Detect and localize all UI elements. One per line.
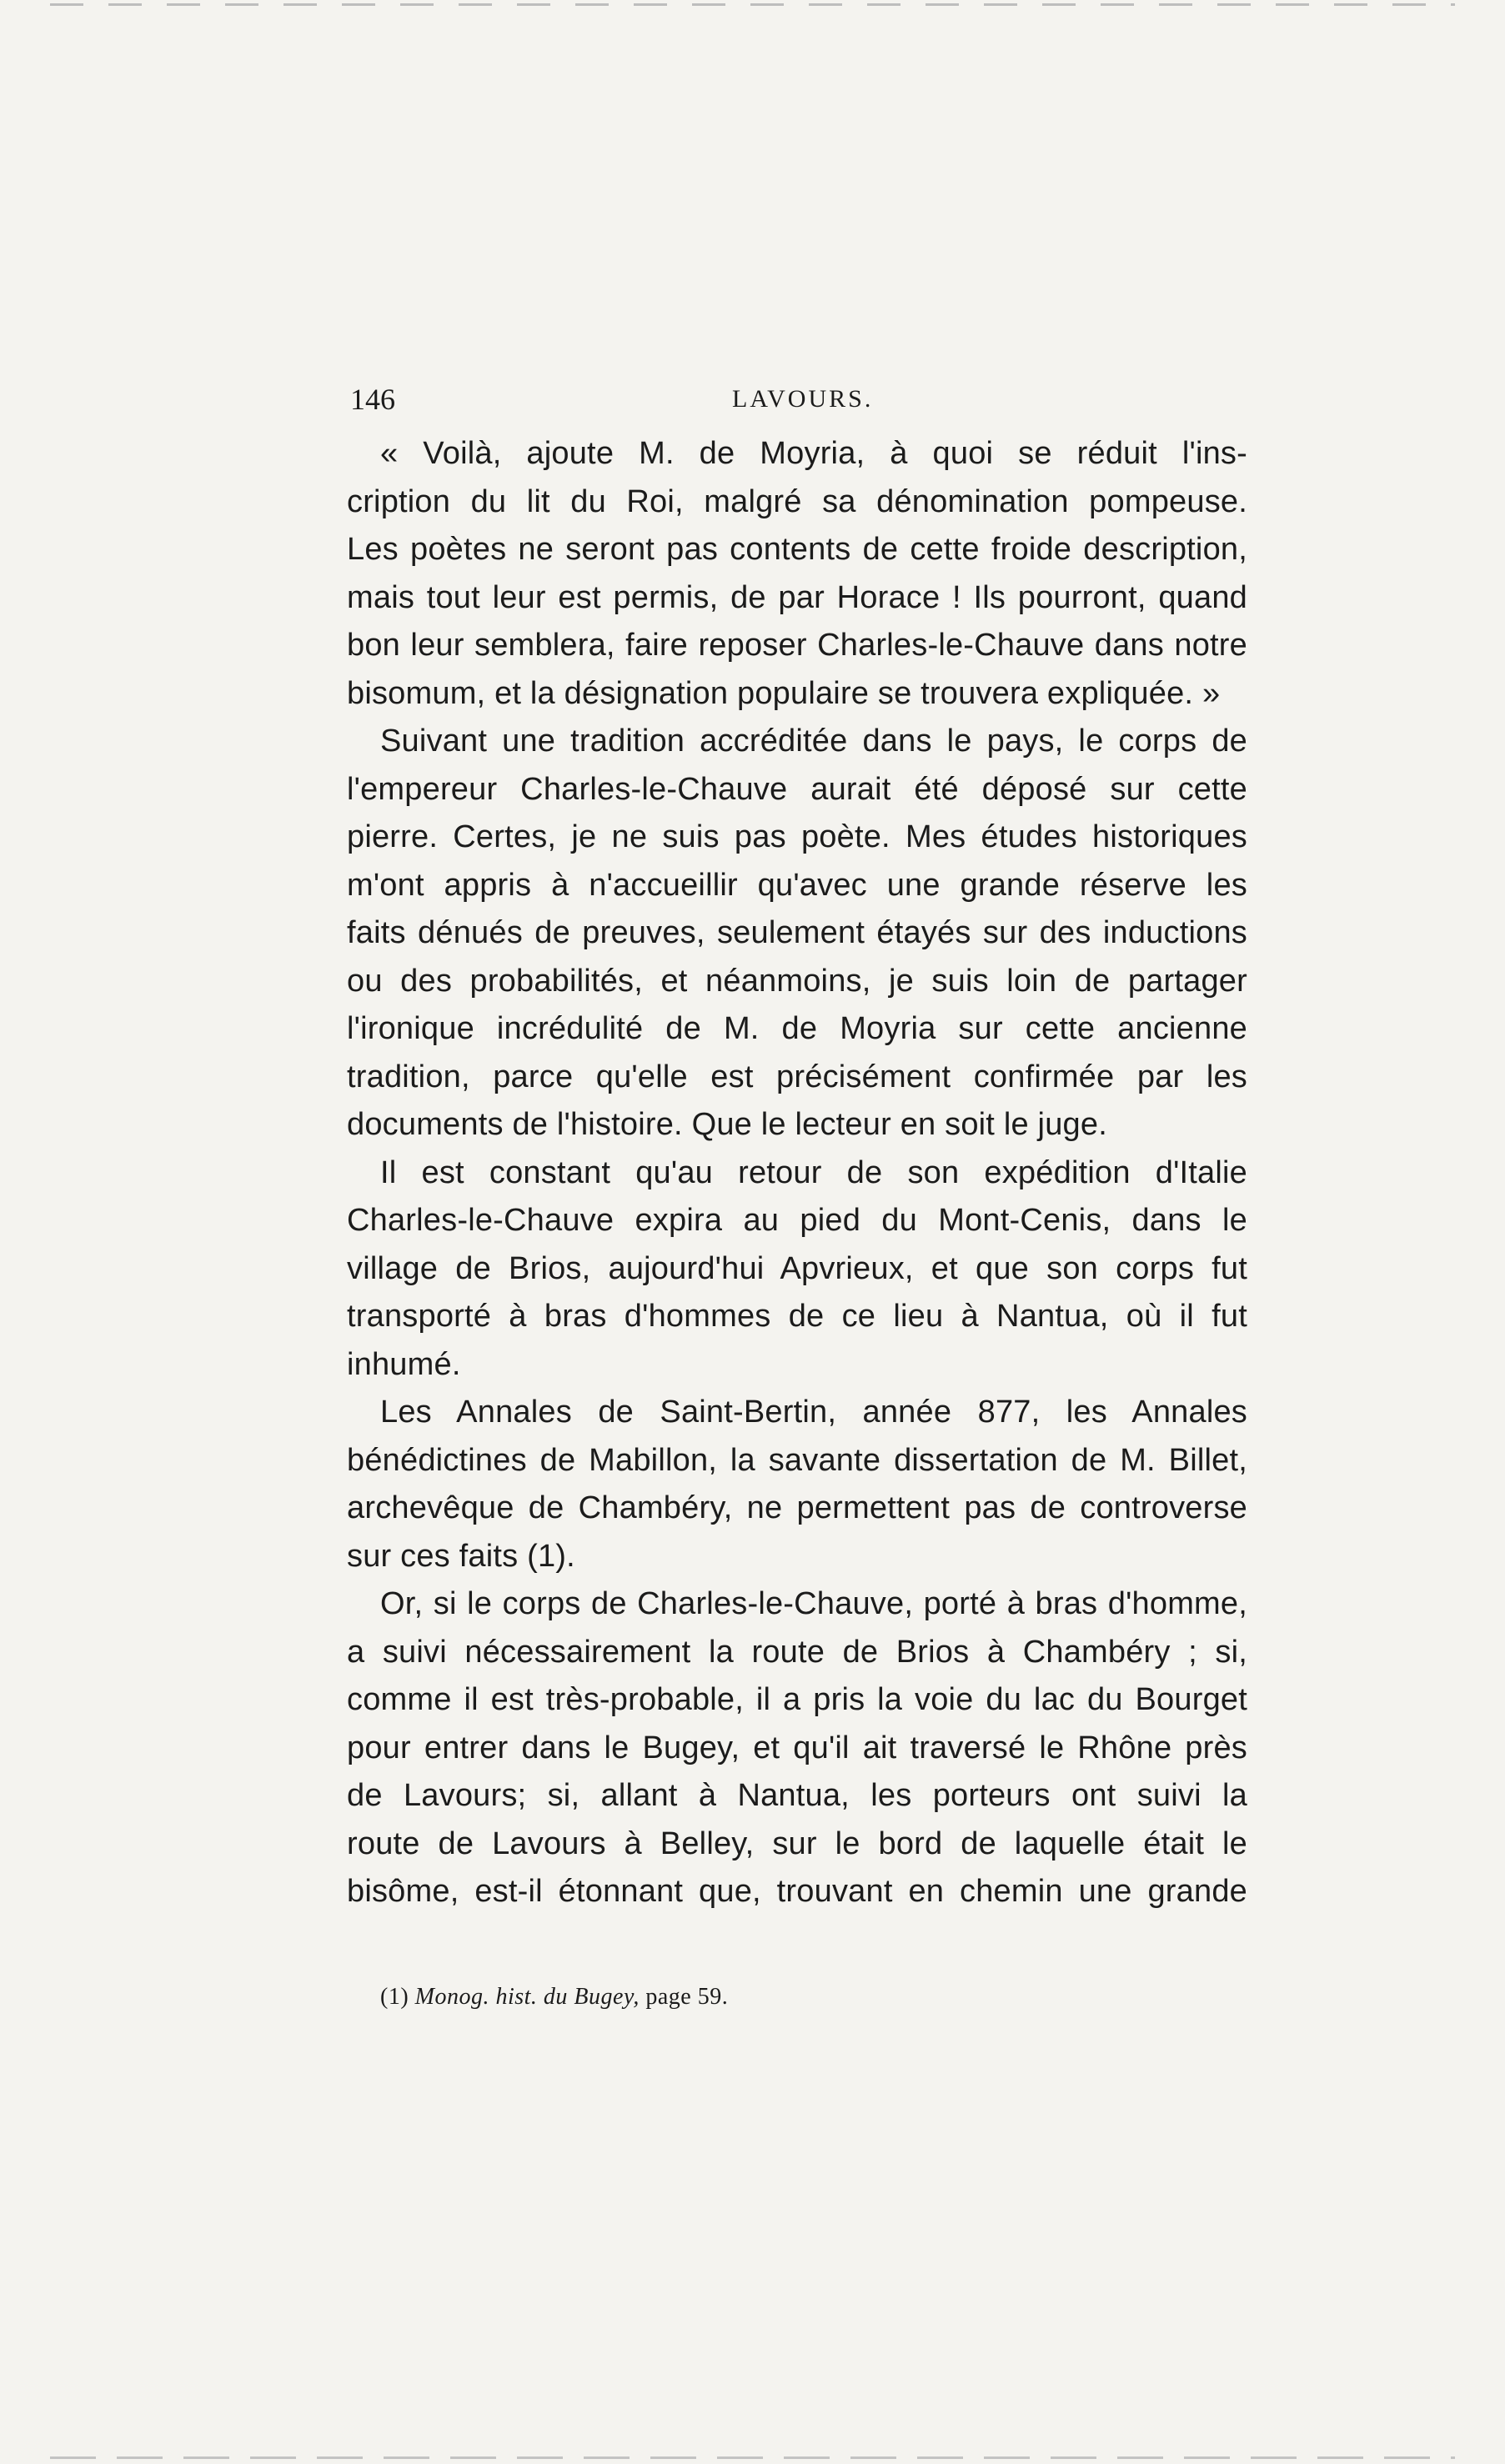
text-line: village de Brios, aujourd'hui Apvrieux, et que son corps fut [347,1250,1247,1286]
text-line: inhumé. [347,1346,461,1382]
footnote-page-ref: page 59. [645,1984,729,2010]
footnote [380,1984,728,2011]
text-line: « Voilà, ajoute M. de Moyria, à quoi se réduit l'ins- [380,436,1247,471]
text-line: Charles-le-Chauve expira au pied du Mont-Cenis, dans le [347,1203,1247,1238]
text-line: l'empereur Charles-le-Chauve aurait été déposé sur cette [347,771,1247,807]
body-text [347,430,1247,1916]
text-line: archevêque de Chambéry, ne permettent pas de controverse [347,1490,1247,1525]
running-head: LAVOURS. [732,385,874,413]
page-number: 146 [350,383,395,416]
text-line: cription du lit du Roi, malgré sa dénomination pompeuse. [347,483,1247,519]
text-line: l'ironique incrédulité de M. de Moyria sur cette ancienne [347,1011,1247,1046]
text-line: Or, si le corps de Charles-le-Chauve, porté à bras d'homme, [380,1586,1247,1621]
text-line: bisomum, et la désignation populaire se trouvera expliquée. » [347,675,1221,711]
text-line: bisôme, est-il étonnant que, trouvant en chemin une grande [347,1874,1247,1909]
text-line: faits dénués de preuves, seulement étayés sur des inductions [347,915,1247,950]
text-line: de Lavours; si, allant à Nantua, les porteurs ont suivi la [347,1778,1247,1813]
scan-edge-top [50,3,1455,6]
text-line: ou des probabilités, et néanmoins, je suis loin de partager [347,963,1247,999]
footnote-source: Monog. hist. du Bugey, [414,1984,640,2010]
text-line: Il est constant qu'au retour de son expédition d'Italie [380,1154,1247,1190]
text-line: m'ont appris à n'accueillir qu'avec une grande réserve les [347,867,1247,903]
text-line: pour entrer dans le Bugey, et qu'il ait traversé le Rhône près [347,1730,1247,1765]
scan-edge-bottom [50,2456,1455,2459]
text-line: tradition, parce qu'elle est précisément confirmée par les [347,1059,1247,1094]
text-line: documents de l'histoire. Que le lecteur en soit le juge. [347,1107,1107,1142]
text-line: sur ces faits (1). [347,1538,575,1574]
text-line: route de Lavours à Belley, sur le bord de laquelle était le [347,1825,1247,1861]
text-line: bon leur semblera, faire reposer Charles-le-Chauve dans notre [347,628,1247,663]
text-line: pierre. Certes, je ne suis pas poète. Mes études historiques [347,819,1247,854]
text-line: Les Annales de Saint-Bertin, année 877, les Annales [380,1395,1247,1430]
text-line: bénédictines de Mabillon, la savante dissertation de M. Billet, [347,1442,1247,1478]
footnote-marker: (1) [380,1984,409,2010]
text-line: Suivant une tradition accréditée dans le pays, le corps de [380,724,1247,759]
text-line: mais tout leur est permis, de par Horace ! Ils pourront, quand [347,579,1247,615]
text-line: a suivi nécessairement la route de Brios à Chambéry ; si, [347,1634,1247,1670]
text-line: transporté à bras d'hommes de ce lieu à Nantua, où il fut [347,1299,1247,1334]
text-line: comme il est très-probable, il a pris la voie du lac du Bourget [347,1682,1247,1717]
text-line: Les poètes ne seront pas contents de cette froide description, [347,532,1247,567]
